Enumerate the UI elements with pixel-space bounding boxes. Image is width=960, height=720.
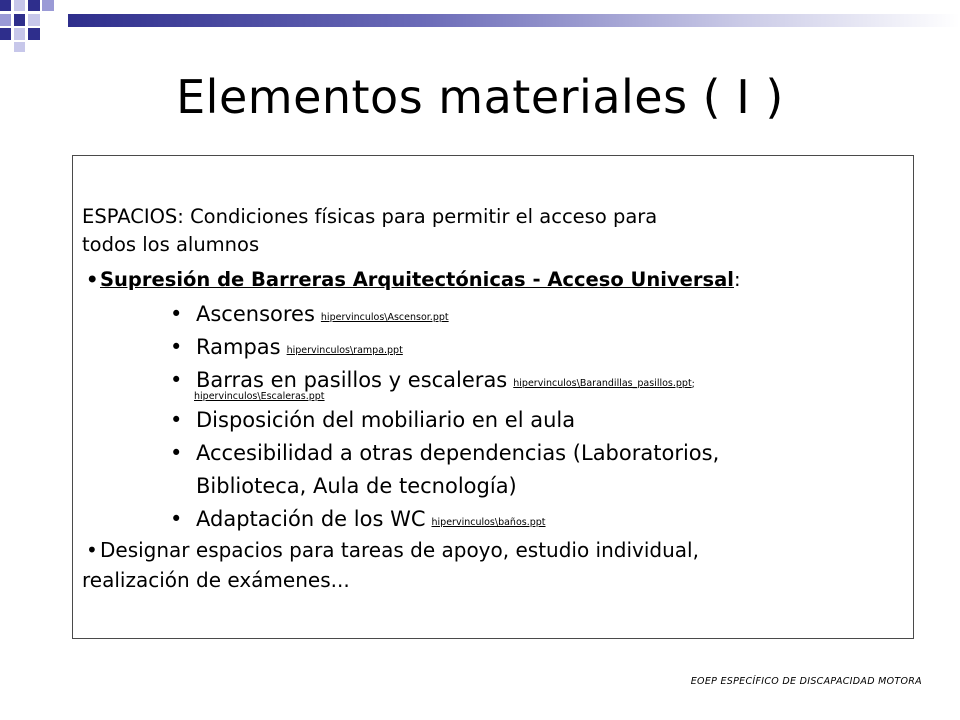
bullet-support-line-2: realización de exámenes... xyxy=(82,568,350,592)
decor-square xyxy=(0,14,11,26)
hyperlink[interactable]: hipervinculos\baños.ppt xyxy=(431,517,546,528)
bullet-mark: • xyxy=(170,441,183,465)
header-gradient-bar xyxy=(68,14,960,27)
bullet-mark: • xyxy=(170,335,183,359)
list-item-text: Rampas xyxy=(196,335,281,359)
decor-square xyxy=(14,0,25,11)
bullet-barriers-suffix: : xyxy=(733,268,741,291)
list-item xyxy=(170,333,403,365)
hyperlink[interactable]: hipervinculos\Barandillas_pasillos.ppt xyxy=(513,378,692,389)
intro-line-2: todos los alumnos xyxy=(82,233,260,256)
bullet-support-spaces xyxy=(86,537,699,564)
list-item xyxy=(170,406,575,434)
link-separator: ; xyxy=(691,379,695,390)
hyperlink[interactable]: hipervinculos\Escaleras.ppt xyxy=(194,391,325,402)
list-item-text: Accesibilidad a otras dependencias (Laboratorios, xyxy=(196,441,720,465)
bullet-barriers-label: Supresión de Barreras Arquitectónicas - Acceso Universal xyxy=(100,268,734,291)
list-item xyxy=(170,300,449,332)
hyperlink[interactable]: hipervinculos\Ascensor.ppt xyxy=(320,312,449,323)
list-item-text: Adaptación de los WC xyxy=(196,507,426,531)
decor-square xyxy=(28,0,40,11)
list-item-text: Barras en pasillos y escaleras xyxy=(196,368,508,392)
list-item-continuation: Biblioteca, Aula de tecnología) xyxy=(196,474,517,498)
bullet-mark: • xyxy=(86,538,98,562)
intro-line-1: ESPACIOS: Condiciones físicas para permitir el acceso para xyxy=(82,205,658,228)
slide-title: Elementos materiales ( I ) xyxy=(176,70,784,124)
list-item-text: Ascensores xyxy=(196,302,315,326)
decor-square xyxy=(14,28,25,40)
decor-square xyxy=(0,0,11,11)
bullet-support-line-1: Designar espacios para tareas de apoyo, estudio individual, xyxy=(100,538,699,562)
bullet-mark: • xyxy=(170,408,183,432)
decor-square xyxy=(14,14,25,26)
decor-square xyxy=(42,0,54,11)
list-item xyxy=(170,439,719,467)
bullet-mark: • xyxy=(170,507,183,531)
footer-text: EOEP ESPECÍFICO DE DISCAPACIDAD MOTORA xyxy=(690,676,922,687)
hyperlink[interactable]: hipervinculos\rampa.ppt xyxy=(286,345,403,356)
decor-square xyxy=(28,28,40,40)
decor-square xyxy=(14,42,25,52)
decor-square xyxy=(0,28,11,40)
list-item xyxy=(170,505,546,537)
bullet-mark: • xyxy=(86,268,99,291)
list-item-text: Disposición del mobiliario en el aula xyxy=(196,408,576,432)
decor-square xyxy=(28,14,40,26)
bullet-barriers xyxy=(86,266,741,293)
bullet-mark: • xyxy=(170,368,183,392)
bullet-mark: • xyxy=(170,302,183,326)
